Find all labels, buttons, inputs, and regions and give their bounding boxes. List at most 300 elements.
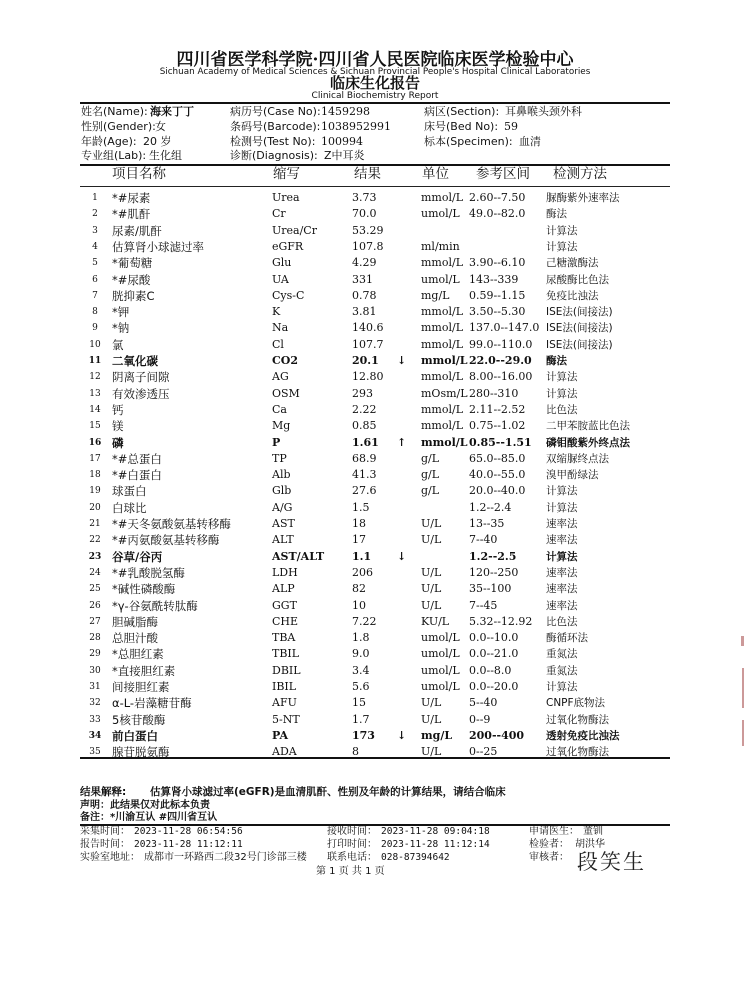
table-row	[0, 255, 750, 271]
address-label: 实验室地址：	[80, 852, 140, 863]
address: 成都市一环路西二段32号门诊部三楼	[144, 852, 307, 863]
row-number: 13	[89, 388, 101, 399]
item-range: 99.0--110.0	[469, 337, 533, 351]
item-abbr: Cys-C	[272, 288, 305, 302]
item-abbr: TP	[272, 451, 287, 465]
item-abbr: Alb	[272, 468, 291, 482]
item-abbr: ADA	[272, 745, 297, 759]
table-row	[0, 304, 750, 320]
item-unit: umol/L	[421, 272, 460, 286]
collect-label: 采集时间：	[80, 826, 130, 837]
item-result: 18	[352, 517, 366, 530]
table-row	[0, 598, 750, 614]
item-name: *#尿素	[112, 191, 151, 205]
item-unit: mOsm/L	[421, 386, 468, 400]
item-abbr: IBIL	[272, 680, 297, 693]
item-unit: g/L	[421, 484, 440, 498]
item-abbr: AG	[272, 370, 289, 384]
section: 耳鼻喉头颈外科	[505, 105, 582, 118]
row-number: 8	[92, 307, 98, 318]
item-method: 酶法	[546, 355, 567, 367]
age-label: 年龄(Age):	[81, 135, 137, 148]
collect-time: 2023-11-28 06:54:56	[134, 826, 243, 837]
item-result: 82	[352, 582, 366, 596]
lab-label: 专业组(Lab):	[81, 149, 147, 162]
item-name: 5核苷酸酶	[112, 712, 166, 727]
statement: 声明：此结果仅对此标本负责	[80, 800, 210, 811]
table-row	[0, 695, 750, 711]
item-result: 70.0	[352, 207, 377, 221]
item-result: 0.78	[352, 288, 377, 302]
item-name: 镁	[112, 419, 124, 434]
row-number: 34	[88, 730, 102, 741]
item-abbr: DBIL	[272, 663, 301, 677]
item-range: 137.0--147.0	[469, 321, 540, 335]
test-no: 100994	[321, 135, 363, 148]
row-number: 28	[89, 633, 101, 644]
table-row	[0, 369, 750, 385]
item-unit: mmol/L	[421, 337, 464, 351]
item-unit: U/L	[421, 565, 442, 579]
item-name: *#乳酸脱氢酶	[112, 565, 185, 580]
applicant: 董钏	[583, 826, 603, 837]
item-range: 7--40	[469, 533, 498, 547]
item-abbr: GGT	[272, 598, 297, 612]
item-abbr: UA	[272, 272, 289, 286]
item-range: 0--25	[469, 745, 498, 759]
item-method: 透射免疫比浊法	[546, 729, 620, 742]
item-name: *葡萄糖	[112, 256, 153, 271]
table-row	[0, 549, 750, 565]
item-unit: mmol/L	[421, 370, 464, 384]
table-row	[0, 353, 750, 369]
item-abbr: TBA	[272, 631, 296, 645]
table-row	[0, 646, 750, 662]
col-range: 参考区间	[476, 166, 530, 182]
interpretation-text: 估算肾小球滤过率(eGFR)是血清肌酐、性别及年龄的计算结果，请结合临床	[150, 786, 506, 798]
item-flag: ↓	[397, 728, 407, 742]
item-range: 0.0--21.0	[469, 647, 519, 661]
row-number: 6	[92, 274, 98, 285]
item-method: 酶法	[546, 208, 567, 221]
item-result: 10	[352, 598, 366, 612]
item-name: 钙	[112, 402, 124, 417]
table-row	[0, 712, 750, 728]
table-row	[0, 272, 750, 288]
item-abbr: Cr	[272, 207, 286, 221]
item-unit: umol/L	[421, 680, 460, 693]
item-result: 107.7	[352, 337, 384, 351]
col-abbr: 缩写	[273, 166, 300, 182]
header-rule	[80, 102, 670, 104]
item-range: 5--40	[469, 696, 498, 710]
print-time: 2023-11-28 11:12:14	[381, 839, 490, 850]
item-method: ISE法(间接法)	[546, 322, 613, 335]
item-name: 有效渗透压	[112, 386, 170, 401]
item-method: 计算法	[546, 501, 578, 514]
row-number: 22	[89, 535, 101, 546]
item-result: 12.80	[352, 370, 384, 384]
col-result: 结果	[354, 166, 381, 182]
col-unit: 单位	[422, 166, 449, 182]
item-unit: mmol/L	[421, 321, 464, 335]
item-abbr: CO2	[272, 354, 298, 367]
receive-label: 接收时间：	[327, 826, 377, 837]
item-result: 15	[352, 696, 366, 710]
interpretation-label: 结果解释:	[80, 786, 127, 798]
item-result: 1.61	[352, 435, 379, 449]
table-row	[0, 320, 750, 336]
row-number: 4	[92, 241, 98, 252]
item-range: 1.2--2.5	[469, 549, 517, 563]
diagnosis: Z中耳炎	[324, 149, 365, 162]
institution-title-cn: 四川省医学科学院·四川省人民医院临床医学检验中心	[176, 50, 574, 70]
table-row	[0, 516, 750, 532]
row-number: 14	[89, 404, 101, 415]
item-abbr: Na	[272, 321, 289, 335]
row-number: 16	[88, 437, 102, 448]
item-result: 68.9	[352, 451, 377, 465]
item-unit: umol/L	[421, 663, 460, 677]
item-name: 间接胆红素	[112, 680, 170, 694]
item-method: 速率法	[546, 599, 578, 612]
item-abbr: AFU	[272, 696, 297, 710]
row-number: 31	[89, 682, 101, 692]
item-range: 5.32--12.92	[469, 614, 533, 628]
item-range: 1.2--2.4	[469, 500, 512, 514]
item-result: 9.0	[352, 647, 370, 661]
item-range: 0.0--20.0	[469, 680, 519, 693]
section-label: 病区(Section):	[424, 105, 500, 118]
item-result: 7.22	[352, 614, 377, 628]
item-name: *#肌酐	[112, 207, 151, 222]
item-range: 0--9	[469, 712, 491, 726]
item-abbr: TBIL	[272, 647, 300, 661]
item-range: 0.0--8.0	[469, 663, 512, 677]
table-row	[0, 337, 750, 353]
table-row	[0, 239, 750, 255]
row-number: 2	[92, 209, 98, 220]
item-unit: U/L	[421, 712, 442, 726]
item-abbr: P	[272, 435, 281, 449]
item-method: 计算法	[546, 371, 578, 384]
item-abbr: Urea	[272, 191, 300, 204]
item-name: *#白蛋白	[112, 468, 162, 483]
reviewer-signature: 段笑生	[577, 850, 646, 874]
item-name: 磷	[112, 435, 124, 450]
item-method: 计算法	[546, 387, 578, 400]
item-name: 胱抑素C	[112, 288, 155, 303]
item-range: 20.0--40.0	[469, 484, 526, 498]
row-number: 12	[89, 372, 101, 383]
item-range: 8.00--16.00	[469, 370, 533, 384]
item-method: 计算法	[546, 240, 578, 253]
item-method: 过氧化物酶法	[546, 713, 609, 726]
item-method: 酶循环法	[546, 632, 588, 645]
item-unit: U/L	[421, 696, 442, 710]
item-name: 谷草/谷丙	[112, 549, 163, 564]
item-name: 估算肾小球滤过率	[112, 239, 204, 254]
item-name: *钾	[112, 305, 130, 320]
item-method: ISE法(间接法)	[546, 338, 613, 351]
reviewer-label: 审核者：	[529, 852, 569, 863]
item-name: *#尿酸	[112, 272, 151, 287]
report-time-label: 报告时间：	[80, 839, 130, 850]
patient-age: 20 岁	[143, 135, 172, 148]
table-row	[0, 663, 750, 679]
item-unit: KU/L	[421, 614, 450, 628]
specimen-label: 标本(Specimen):	[424, 135, 513, 148]
patient-name: 海来丁丁	[150, 105, 194, 118]
item-result: 331	[352, 272, 373, 286]
item-range: 7--45	[469, 598, 498, 612]
table-row	[0, 206, 750, 222]
item-result: 1.8	[352, 631, 370, 645]
print-label: 打印时间：	[327, 839, 377, 850]
item-unit: U/L	[421, 533, 442, 547]
item-name: *#天冬氨酸氨基转移酶	[112, 517, 231, 531]
item-range: 280--310	[469, 386, 519, 400]
case-no: 1459298	[321, 105, 370, 118]
item-range: 13--35	[469, 517, 505, 530]
item-result: 3.4	[352, 663, 370, 677]
item-method: 重氮法	[546, 664, 578, 677]
item-range: 0.85--1.51	[469, 435, 532, 449]
table-row	[0, 467, 750, 483]
item-abbr: ALT	[272, 533, 294, 547]
item-unit: U/L	[421, 745, 442, 759]
report-time: 2023-11-28 11:12:11	[134, 839, 243, 850]
item-range: 3.50--5.30	[469, 305, 526, 319]
item-result: 5.6	[352, 680, 370, 693]
diagnosis-label: 诊断(Diagnosis):	[230, 149, 318, 162]
item-name: 二氧化碳	[112, 354, 158, 368]
item-name: *碱性磷酸酶	[112, 582, 176, 597]
table-row	[0, 435, 750, 451]
row-number: 19	[89, 486, 101, 497]
item-unit: mmol/L	[421, 419, 464, 433]
row-number: 7	[92, 290, 98, 301]
barcode-label: 条码号(Barcode):	[230, 120, 321, 133]
item-method: 速率法	[546, 566, 578, 579]
table-row	[0, 614, 750, 630]
remark: 备注：*川渝互认 #四川省互认	[80, 812, 218, 823]
item-abbr: AST	[272, 517, 295, 530]
item-method: ISE法(间接法)	[546, 306, 613, 319]
item-result: 27.6	[352, 484, 377, 498]
row-number: 26	[89, 600, 101, 611]
row-number: 18	[89, 470, 101, 481]
row-number: 3	[92, 225, 98, 236]
gender-label: 性别(Gender):	[81, 120, 156, 133]
table-row	[0, 451, 750, 467]
item-unit: umol/L	[421, 647, 460, 661]
table-header-rule	[80, 186, 670, 187]
row-number: 9	[92, 323, 98, 334]
item-abbr: AST/ALT	[272, 549, 325, 563]
table-row	[0, 581, 750, 597]
item-method: 免疫比浊法	[546, 289, 599, 302]
item-method: 过氧化物酶法	[546, 746, 609, 759]
phone: 028-87394642	[381, 852, 450, 863]
row-number: 27	[89, 616, 101, 627]
item-method: 计算法	[546, 681, 578, 693]
table-row	[0, 565, 750, 581]
item-method: 磷钼酸紫外终点法	[546, 436, 630, 449]
table-end-rule	[80, 757, 670, 759]
item-range: 49.0--82.0	[469, 207, 526, 221]
table-row	[0, 728, 750, 744]
item-range: 40.0--55.0	[469, 468, 526, 482]
item-flag: ↑	[397, 435, 407, 449]
item-range: 2.60--7.50	[469, 191, 526, 204]
item-abbr: ALP	[272, 582, 295, 596]
item-unit: g/L	[421, 468, 440, 482]
item-method: 二甲苯胺蓝比色法	[546, 420, 630, 433]
item-unit: mg/L	[421, 288, 450, 302]
item-result: 1.7	[352, 712, 370, 726]
item-abbr: Urea/Cr	[272, 223, 317, 237]
item-result: 20.1	[352, 354, 379, 367]
item-unit: mg/L	[421, 728, 453, 742]
item-method: 速率法	[546, 518, 578, 530]
item-result: 17	[352, 533, 366, 547]
item-range: 0.75--1.02	[469, 419, 526, 433]
item-method: 脲酶紫外速率法	[546, 192, 620, 204]
row-number: 20	[89, 502, 101, 513]
item-abbr: CHE	[272, 614, 299, 628]
col-item: 项目名称	[112, 166, 166, 182]
item-name: *#总蛋白	[112, 451, 162, 466]
item-abbr: LDH	[272, 565, 298, 579]
item-unit: mmol/L	[421, 305, 464, 319]
table-row	[0, 532, 750, 548]
item-result: 1.1	[352, 549, 372, 563]
item-range: 65.0--85.0	[469, 451, 526, 465]
patient-lab: 生化组	[149, 149, 182, 162]
item-range: 35--100	[469, 582, 512, 596]
receive-time: 2023-11-28 09:04:18	[381, 826, 490, 837]
row-number: 23	[88, 551, 102, 562]
item-abbr: 5-NT	[272, 712, 300, 726]
patient-gender: 女	[155, 120, 166, 133]
barcode-no: 1038952991	[321, 120, 391, 133]
applicant-label: 申请医生：	[529, 826, 579, 837]
row-number: 11	[88, 356, 102, 366]
item-name: 白球比	[112, 500, 147, 515]
item-name: 前白蛋白	[112, 728, 158, 743]
row-number: 30	[89, 665, 101, 676]
item-method: 计算法	[546, 550, 578, 563]
item-result: 107.8	[352, 239, 384, 253]
item-name: 氯	[112, 337, 124, 352]
tester: 胡洪华	[575, 839, 605, 850]
item-range: 0.0--10.0	[469, 631, 519, 645]
item-unit: mmol/L	[421, 256, 464, 270]
table-row	[0, 223, 750, 239]
item-abbr: Glb	[272, 484, 292, 498]
item-method: 溴甲酚绿法	[546, 469, 599, 482]
table-row	[0, 418, 750, 434]
item-method: 速率法	[546, 534, 578, 547]
item-method: CNPF底物法	[546, 697, 606, 710]
item-name: 阴离子间隙	[112, 370, 170, 385]
item-name: *钠	[112, 321, 130, 336]
item-abbr: Ca	[272, 402, 287, 416]
item-abbr: K	[272, 305, 281, 319]
item-range: 2.11--2.52	[469, 402, 526, 416]
item-flag: ↓	[397, 549, 407, 563]
item-name: *#丙氨酸氨基转移酶	[112, 533, 220, 548]
item-name: 总胆汁酸	[112, 631, 158, 646]
item-method: 己糖激酶法	[546, 257, 599, 270]
tester-label: 检验者：	[529, 839, 569, 850]
item-abbr: PA	[272, 728, 289, 742]
item-name: 腺苷脱氨酶	[112, 745, 170, 760]
row-number: 17	[89, 453, 101, 464]
item-name: *总胆红素	[112, 647, 164, 662]
row-number: 21	[89, 519, 101, 529]
item-name: 尿素/肌酐	[112, 223, 162, 238]
item-unit: g/L	[421, 451, 440, 465]
item-unit: U/L	[421, 598, 442, 612]
item-range: 120--250	[469, 565, 519, 579]
table-row	[0, 386, 750, 402]
table-row	[0, 630, 750, 646]
item-result: 41.3	[352, 468, 377, 482]
item-method: 速率法	[546, 583, 578, 596]
item-abbr: OSM	[272, 386, 300, 400]
table-row	[0, 483, 750, 499]
item-result: 140.6	[352, 321, 384, 335]
item-name: α-L-岩藻糖苷酶	[112, 696, 192, 711]
row-number: 10	[89, 339, 101, 350]
item-range: 143--339	[469, 272, 519, 286]
item-method: 计算法	[546, 224, 578, 237]
report-title-en: Clinical Biochemistry Report	[311, 91, 439, 101]
row-number: 24	[89, 567, 101, 578]
table-row	[0, 190, 750, 206]
item-unit: umol/L	[421, 631, 460, 645]
item-name: 球蛋白	[112, 484, 147, 499]
bed-label: 床号(Bed No):	[424, 120, 499, 133]
item-unit: mmol/L	[421, 191, 464, 204]
item-method: 计算法	[546, 485, 578, 498]
item-range: 0.59--1.15	[469, 288, 526, 302]
item-unit: mmol/L	[421, 402, 464, 416]
item-result: 0.85	[352, 419, 377, 433]
item-range: 22.0--29.0	[469, 354, 532, 367]
item-range: 200--400	[469, 728, 525, 742]
item-unit: U/L	[421, 582, 442, 596]
case-label: 病历号(Case No):	[230, 105, 321, 118]
item-result: 1.5	[352, 500, 370, 514]
item-flag: ↓	[397, 354, 407, 367]
item-result: 173	[352, 728, 375, 742]
name-label: 姓名(Name):	[81, 105, 148, 118]
item-method: 重氮法	[546, 648, 578, 661]
col-method: 检测方法	[553, 166, 607, 182]
table-row	[0, 500, 750, 516]
specimen: 血清	[519, 135, 541, 148]
row-number: 35	[89, 747, 101, 758]
institution-title-en: Sichuan Academy of Medical Sciences & Sichuan Provincial People's Hospital Clinical Laboratories	[159, 67, 591, 77]
bed-no: 59	[504, 120, 518, 133]
item-abbr: A/G	[272, 500, 293, 514]
row-number: 1	[92, 193, 98, 203]
test-label: 检测号(Test No):	[230, 135, 316, 148]
item-result: 53.29	[352, 223, 384, 237]
